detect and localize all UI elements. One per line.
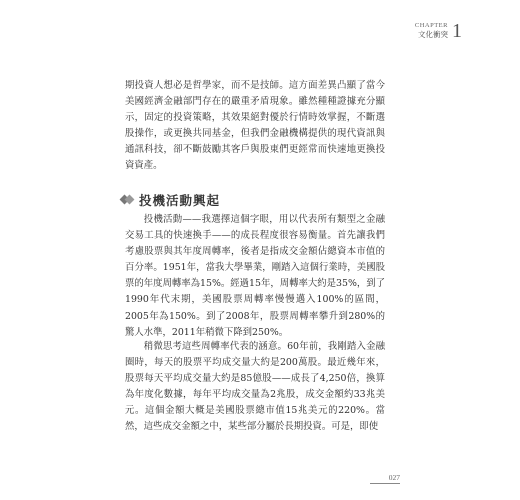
chapter-header — [415, 22, 462, 40]
chapter-label — [415, 22, 448, 40]
section-heading-text: 投機活動興起 — [139, 193, 221, 208]
paragraph-1: 期投資人想必是哲學家，而不是技師。這方面差異凸顯了當今美國經濟金融部門存在的嚴重矛盾現象。雖然種種證據充分顯示，固定的投資策略，其效果絕對優於行情時效掌握，不斷選股操作，或更換共同基金，但我們金融機構提供的現代資訊與通訊科技，卻不斷鼓勵其客戶與股東們更經常而快速地更換投資資產。 — [125, 80, 385, 172]
paragraph-3: 稍微思考這些周轉率代表的涵意。60年前，我剛踏入金融圈時，每天的股票平均成交量大約是200萬股。最近幾年來，股票每天平均成交量大約是85億股——成長了4,250倍，換算為年度化數據，每年平均成交量為2兆股，成交金額約33兆美元。這個金額大概是美國股票總市值15兆美元的220%。當然，這些成交金額之中，某些部分屬於長期投資。可是，即使 — [125, 341, 385, 433]
section-heading — [121, 191, 220, 209]
chapter-word: CHAPTER — [414, 22, 448, 29]
chapter-number: 1 — [452, 20, 462, 42]
diamond-bullet-icon — [121, 194, 135, 206]
chapter-title: 文化衝突 — [418, 30, 448, 39]
page-number: 027 — [370, 473, 400, 484]
paragraph-2: 投機活動——我選擇這個字眼，用以代表所有類型之金融交易工具的快速換手——的成長程度很容易衡量。首先讓我們考慮股票與其年度周轉率，後者是指成交金額佔總資本市值的百分率。1951年，當我大學畢業，剛踏入這個行業時，美國股票的年度周轉率為15%。經過15年，周轉率大約是35%，到了1990年代末期，美國股票周轉率慢慢邁入100%的區間，2005年為150%。到了2008年，股票周轉率攀升到280%的驚人水準，2011年稍微下降到250%。 — [125, 214, 385, 338]
